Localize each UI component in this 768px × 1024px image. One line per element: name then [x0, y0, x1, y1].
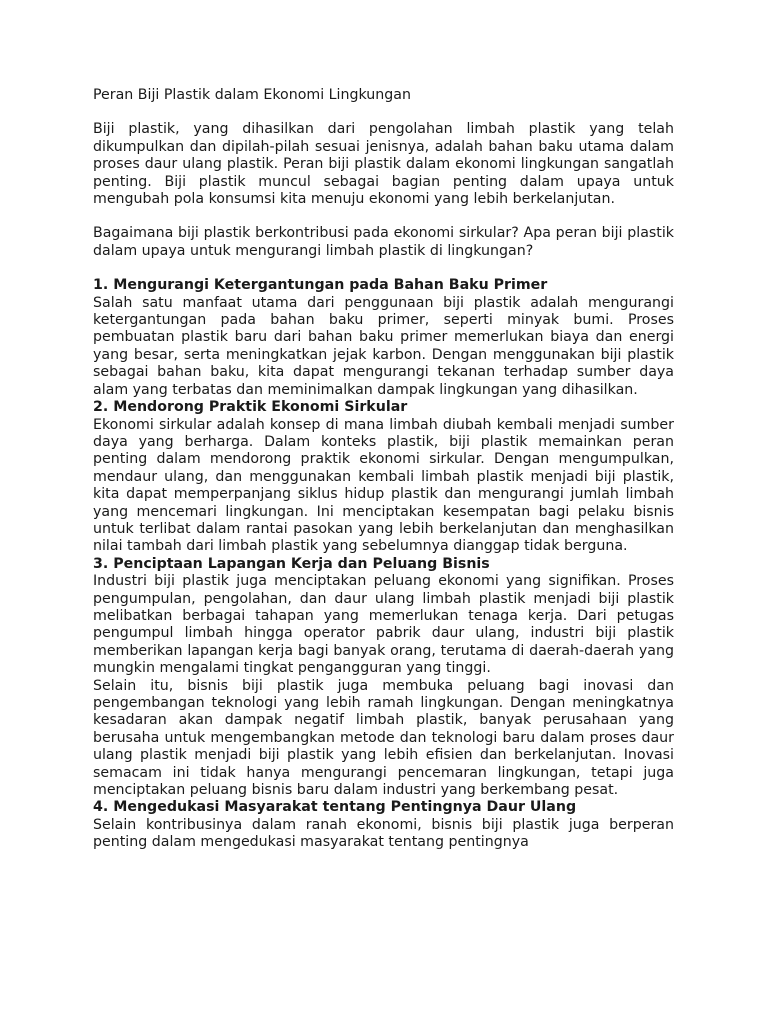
intro-paragraph-1: Biji plastik, yang dihasilkan dari pengolahan limbah plastik yang telah dikumpulkan dan dipilah-pilah sesuai jenisnya, adalah bahan baku utama dalam proses daur ulang plastik. Peran biji plastik dalam ekonomi lingkungan sangatlah penting. Biji plastik muncul sebagai bagian penting dalam upaya untuk mengubah pola konsumsi kita menuju ekonomi yang lebih berkelanjutan. [93, 121, 674, 208]
section-3-paragraph-2: Selain itu, bisnis biji plastik juga membuka peluang bagi inovasi dan pengembangan teknologi yang lebih ramah lingkungan. Dengan meningkatnya kesadaran akan dampak negatif limbah plastik, banyak perusahaan yang berusaha untuk mengembangkan metode dan teknologi baru dalam proses daur ulang plastik menjadi biji plastik yang lebih efisien dan berkelanjutan. Inovasi semacam ini tidak hanya mengurangi pencemaran lingkungan, tetapi juga menciptakan peluang bisnis baru dalam industri yang berkembang pesat. [93, 677, 674, 799]
section-1-heading: 1. Mengurangi Ketergantungan pada Bahan Baku Primer [93, 277, 548, 294]
section-3-heading: 3. Penciptaan Lapangan Kerja dan Peluang Bisnis [93, 555, 490, 572]
document-page [93, 87, 674, 852]
section-4-paragraph-1: Selain kontribusinya dalam ranah ekonomi, bisnis biji plastik juga berperan penting dalam mengedukasi masyarakat tentang pentingnya [93, 816, 674, 851]
section-2-heading: 2. Mendorong Praktik Ekonomi Sirkular [93, 399, 408, 416]
section-1-paragraph-1: Salah satu manfaat utama dari penggunaan biji plastik adalah mengurangi ketergantungan pada bahan baku primer, seperti minyak bumi. Proses pembuatan plastik baru dari bahan baku primer memerlukan biaya dan energi yang besar, serta meningkatkan jejak karbon. Dengan menggunakan biji plastik sebagai bahan baku, kita dapat mengurangi tekanan terhadap sumber daya alam yang terbatas dan meminimalkan dampak lingkungan yang dihasilkan. [93, 294, 674, 398]
section-2-paragraph-1: Ekonomi sirkular adalah konsep di mana limbah diubah kembali menjadi sumber daya yang berharga. Dalam konteks plastik, biji plastik memainkan peran penting dalam mendorong praktik ekonomi sirkular. Dengan mengumpulkan, mendaur ulang, dan menggunakan kembali limbah plastik menjadi biji plastik, kita dapat memperpanjang siklus hidup plastik dan mengurangi jumlah limbah yang mencemari lingkungan. Ini menciptakan kesempatan bagi pelaku bisnis untuk terlibat dalam rantai pasokan yang lebih berkelanjutan dan menghasilkan nilai tambah dari limbah plastik yang sebelumnya dianggap tidak berguna. [93, 416, 674, 555]
intro-paragraph-2: Bagaimana biji plastik berkontribusi pada ekonomi sirkular? Apa peran biji plastik dalam upaya untuk mengurangi limbah plastik di lingkungan? [93, 225, 674, 259]
document-title: Peran Biji Plastik dalam Ekonomi Lingkungan [93, 87, 411, 103]
section-3-paragraph-1: Industri biji plastik juga menciptakan peluang ekonomi yang signifikan. Proses pengumpulan, pengolahan, dan daur ulang limbah plastik menjadi biji plastik melibatkan berbagai tahapan yang memerlukan tenaga kerja. Dari petugas pengumpul limbah hingga operator pabrik daur ulang, industri biji plastik memberikan lapangan kerja bagi banyak orang, terutama di daerah-daerah yang mungkin mengalami tingkat pengangguran yang tinggi. [93, 573, 674, 677]
section-4-heading: 4. Mengedukasi Masyarakat tentang Pentingnya Daur Ulang [93, 799, 577, 816]
